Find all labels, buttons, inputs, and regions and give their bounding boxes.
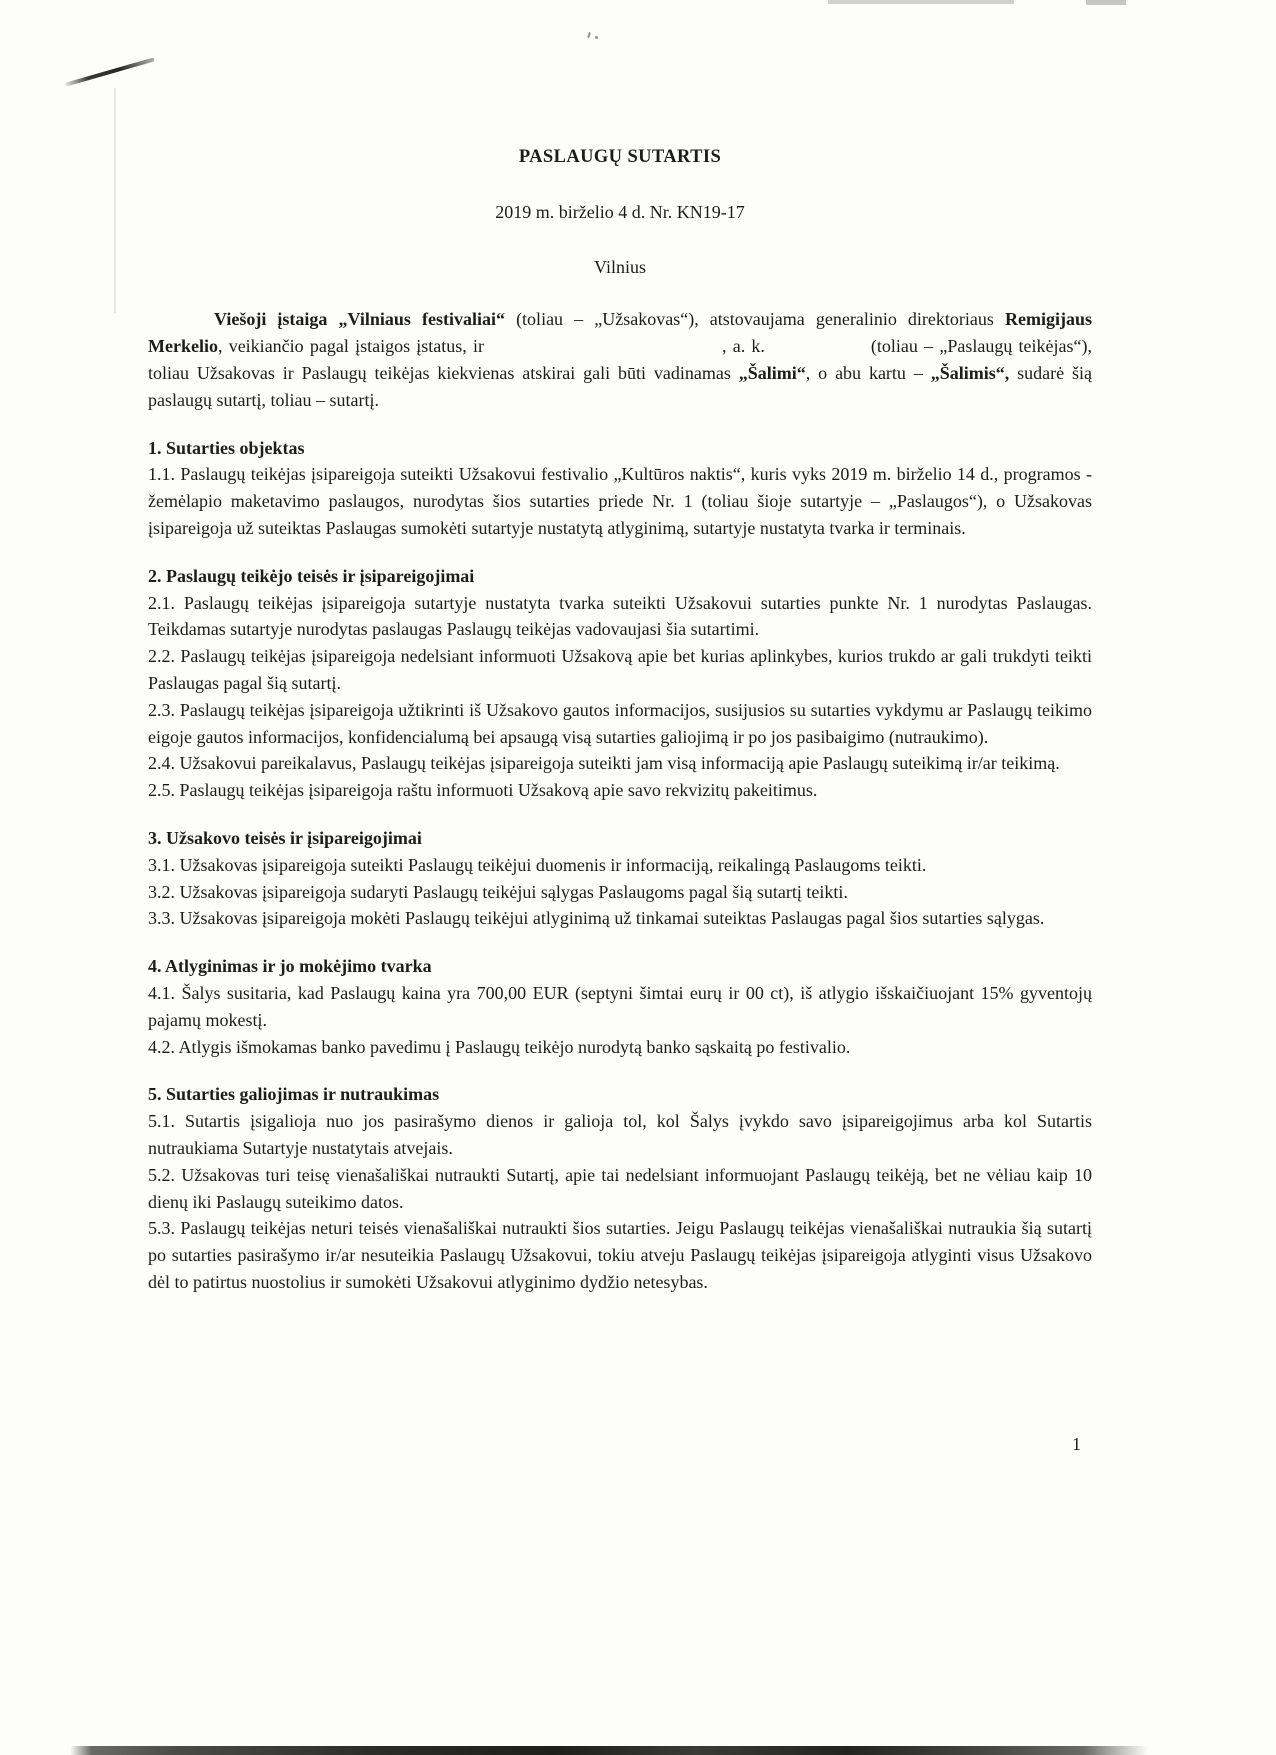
salimis-term: „Šalimis“, [930,362,1010,383]
intro-text-3: (toliau – „Paslaugų teikėjas“), toliau Užsakovas ir Paslaugų teikėjas kiekvienas atskirai gali būti vadinamas [148,336,1092,383]
intro-text-2: , veikiančio pagal įstaigos įstatus, ir [217,336,484,357]
paragraph-5-3: 5.3. Paslaugų teikėjas neturi teisės vienašališkai nutraukti šios sutarties. Jeigu Paslaugų teikėjas vienašališkai nutraukia šią sutartį po sutarties pasirašymo ir/ar nesuteikia Paslaugų Užsakovui, tokiu atveju Paslaugų teikėjas įsipareigoja atlyginti visus Užsakovo dėl to patirtus nuostolius ir sumokėti Užsakovui atlyginimo dydžio netesybas. [148,1218,1092,1292]
section-3 [148,825,1092,932]
section-5 [148,1081,1092,1295]
paragraph-2-3: 2.3. Paslaugų teikėjas įsipareigoja užtikrinti iš Užsakovo gautos informacijos, susijusios su sutarties vykdymu ar Paslaugų teikimo eigoje gautos informacijos, konfidencialumą bei apsaugą visą sutarties galiojimą ir po jos pasibaigimo (nutraukimo). [148,699,1092,747]
paragraph-2-5: 2.5. Paslaugų teikėjas įsipareigoja raštu informuoti Užsakovą apie savo rekvizitų pakeitimus. [148,780,818,801]
section-1-heading: 1. Sutarties objektas [148,437,305,458]
blank-personal-code-field [765,351,871,352]
pen-stroke-mark [65,57,155,86]
scan-smudge [828,0,1014,4]
paragraph-3-3: 3.3. Užsakovas įsipareigoja mokėti Paslaugų teikėjui atlyginimą už tinkamai suteiktas Paslaugas pagal šios sutarties sąlygas. [148,908,1045,929]
page-number: 1 [1072,1434,1081,1454]
paragraph-2-1: 2.1. Paslaugų teikėjas įsipareigoja sutartyje nustatyta tvarka suteikti Užsakovui sutarties punkte Nr. 1 nurodytas Paslaugas. Teikdamas sutartyje nurodytas paslaugas Paslaugų teikėjas vadovaujasi šia sutartimi. [148,592,1092,640]
director-name: Remigijaus Merkelio [148,309,1092,357]
section-4-heading: 4. Atlyginimas ir jo mokėjimo tvarka [148,956,432,977]
section-3-heading: 3. Užsakovo teisės ir įsipareigojimai [148,827,422,848]
section-4 [148,953,1092,1060]
personal-code-label: , a. k. [722,336,765,357]
paragraph-3-1: 3.1. Užsakovas įsipareigoja suteikti Paslaugų teikėjui duomenis ir informaciją, reikalingą Paslaugoms teikti. [148,854,927,875]
section-2-heading: 2. Paslaugų teikėjo teisės ir įsipareigojimai [148,565,475,586]
scan-edge-line [114,88,116,313]
salimi-term: „Šalimi“ [738,362,806,383]
blank-provider-name-field [484,351,722,352]
section-5-heading: 5. Sutarties galiojimas ir nutraukimas [148,1084,440,1105]
document-date-line: 2019 m. birželio 4 d. Nr. KN19-17 [495,201,745,222]
paragraph-4-2: 4.2. Atlygis išmokamas banko pavedimu į Paslaugų teikėjo nurodytą banko sąskaitą po festivalio. [148,1036,851,1057]
customer-name: Viešoji įstaiga „Vilniaus festivaliai“ [214,309,505,330]
intro-text-1: (toliau – „Užsakovas“), atstovaujama generalinio direktoriaus [504,309,1005,330]
intro-paragraph [148,306,1092,413]
intro-text-5: sudarė šią paslaugų sutartį, toliau – sutartį. [148,362,1092,410]
paragraph-2-2: 2.2. Paslaugų teikėjas įsipareigoja nedelsiant informuoti Užsakovą apie bet kurias aplinkybes, kurios trukdo ar gali trukdyti teikti Paslaugas pagal šią sutartį. [148,646,1092,693]
paragraph-5-2: 5.2. Užsakovas turi teisę vienašališkai nutraukti Sutartį, apie tai nedelsiant informuojant Paslaugų teikėją, bet ne vėliau kaip 10 dienų iki Paslaugų suteikimo datos. [148,1164,1092,1212]
paragraph-3-2: 3.2. Užsakovas įsipareigoja sudaryti Paslaugų teikėjui sąlygas Paslaugoms pagal šią sutartį teikti. [148,881,848,902]
paragraph-2-4: 2.4. Užsakovui pareikalavus, Paslaugų teikėjas įsipareigoja suteikti jam visą informaciją apie Paslaugų suteikimą ir/ar teikimą. [148,753,1060,774]
paragraph-1-1: 1.1. Paslaugų teikėjas įsipareigoja suteikti Užsakovui festivalio „Kultūros naktis“, kuris vyks 2019 m. birželio 14 d., programos - žemėlapio maketavimo paslaugos, nurodytas šios sutarties priede Nr. 1 (toliau šioje sutartyje – „Paslaugos“), o Užsakovas įsipareigoja už suteiktas Paslaugas sumokėti sutartyje nustatytą atlyginimą, sutartyje nustatyta tvarka ir terminais. [148,464,1092,538]
intro-text-4: , o abu kartu – [805,362,931,383]
section-2 [148,563,1092,804]
section-1 [148,435,1092,542]
document-title: PASLAUGŲ SUTARTIS [518,147,722,167]
document-city: Vilnius [594,256,646,277]
paragraph-5-1: 5.1. Sutartis įsigalioja nuo jos pasirašymo dienos ir galioja tol, kol Šalys įvykdo savo įsipareigojimus arba kol Sutartis nutraukiama Sutartyje nustatytais atvejais. [148,1111,1092,1158]
scan-smudge [1086,0,1126,5]
scan-bottom-shadow [70,1746,1148,1755]
document-content [148,144,1092,1296]
paragraph-4-1: 4.1. Šalys susitaria, kad Paslaugų kaina yra 700,00 EUR (septyni šimtai eurų ir 00 ct), iš atlygio išskaičiuojant 15% gyventojų pajamų mokestį. [148,982,1092,1030]
